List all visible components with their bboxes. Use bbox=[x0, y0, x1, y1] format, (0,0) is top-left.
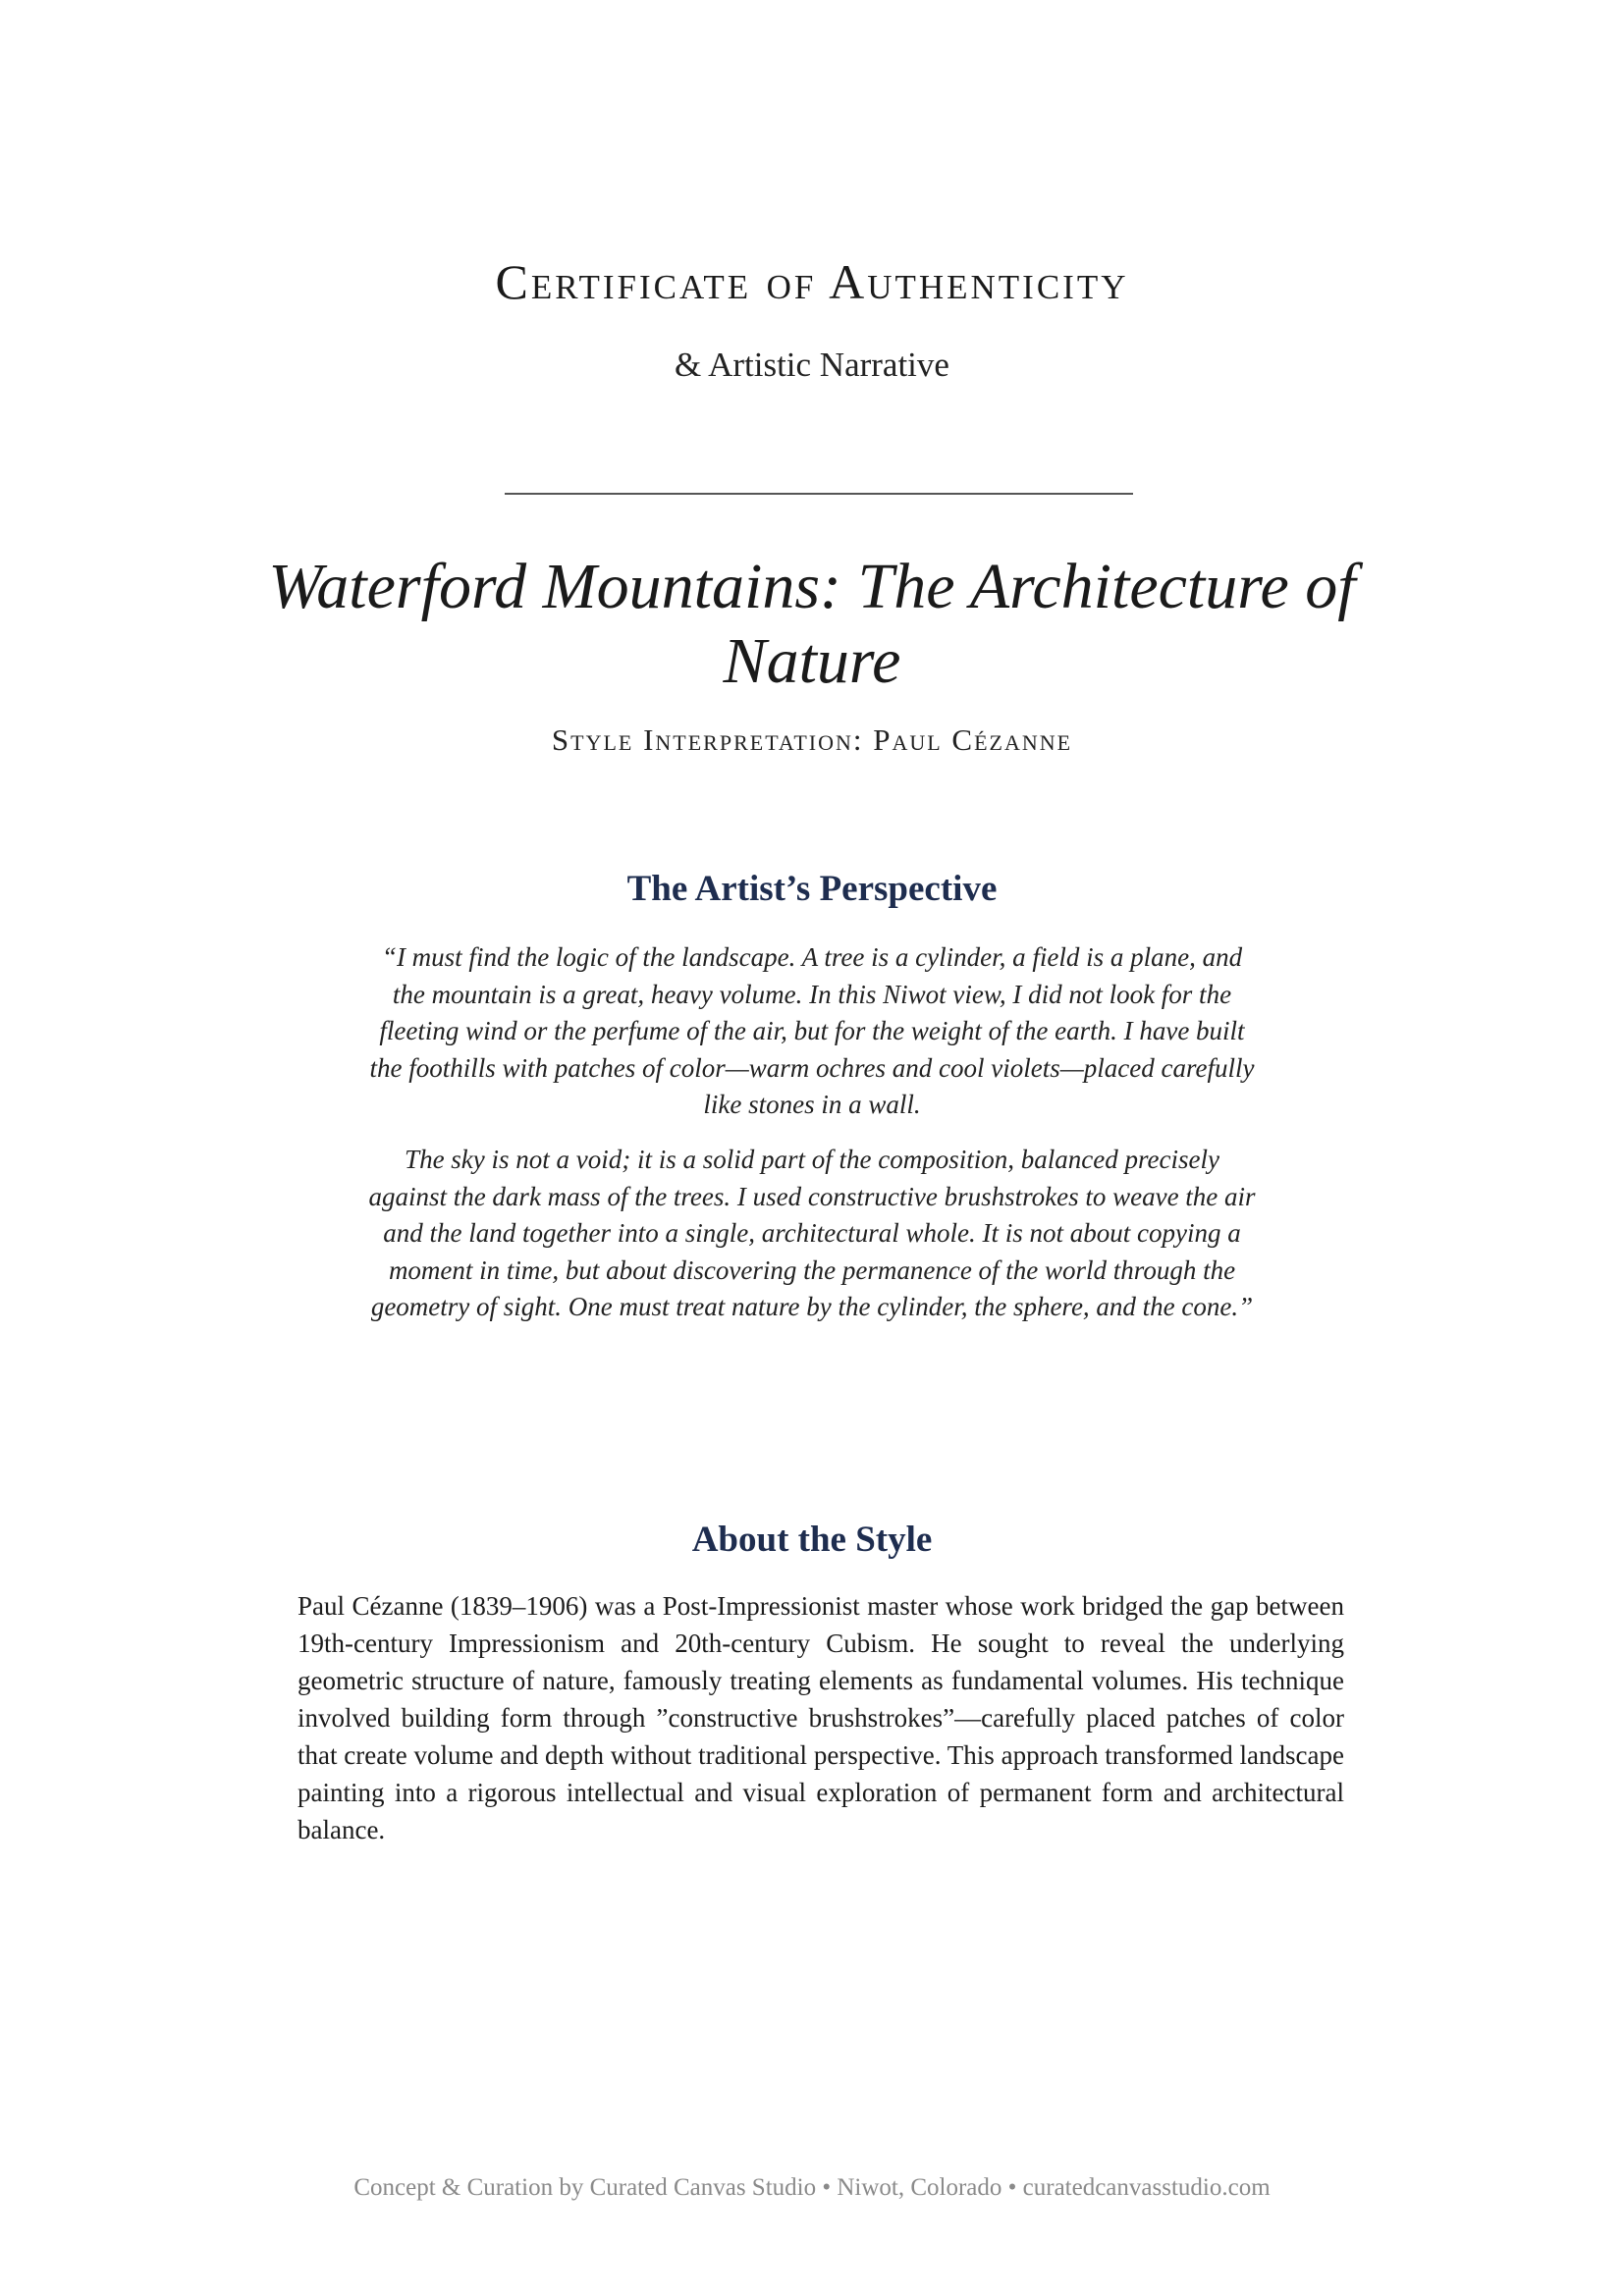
about-style-heading: About the Style bbox=[691, 1520, 933, 1560]
certificate-subtitle: & Artistic Narrative bbox=[675, 346, 949, 384]
artwork-title: Waterford Mountains: The Architecture of Nature bbox=[268, 551, 1356, 697]
style-interpretation: Style Interpretation: Paul Cézanne bbox=[551, 722, 1073, 757]
perspective-heading: The Artist’s Perspective bbox=[626, 869, 998, 909]
about-style-body: Paul Cézanne (1839–1906) was a Post-Impressionist master whose work bridged the gap between 19th-century Impressionism and 20th-century Cubism. He sought to reveal the underlying geometric structure of nature, famously treating elements as fundamental volumes. His technique involved building form through ”constructive brushstrokes”—carefully placed patches of color that create volume and depth without traditional perspective. This approach transformed landscape painting into a rigorous intellectual and visual exploration of permanent form and architectural balance. bbox=[298, 1591, 1344, 1844]
footer-credit: Concept & Curation by Curated Canvas Studio • Niwot, Colorado • curatedcanvasstudio.com bbox=[353, 2174, 1271, 2201]
artist-quote-paragraph-1: “I must find the logic of the landscape. A tree is a cylinder, a field is a plane, and the mountain is a great, heavy volume. In this Niwot view, I did not look for the fleeting wind or the perfume of the air, but for the weight of the earth. I have built the foothills with patches of color—warm ochres and cool violets—placed carefully like stones in a wall. bbox=[369, 942, 1255, 1120]
title-divider bbox=[505, 493, 1133, 495]
artist-quote-paragraph-2: The sky is not a void; it is a solid part of the composition, balanced precisely against the dark mass of the trees. I used constructive brushstrokes to weave the air and the land together into a single, architectural whole. It is not about copying a moment in time, but about discovering the permanence of the world through the geometry of sight. One must treat nature by the cylinder, the sphere, and the cone.” bbox=[368, 1145, 1256, 1322]
certificate-title: Certificate of Authenticity bbox=[495, 254, 1129, 309]
